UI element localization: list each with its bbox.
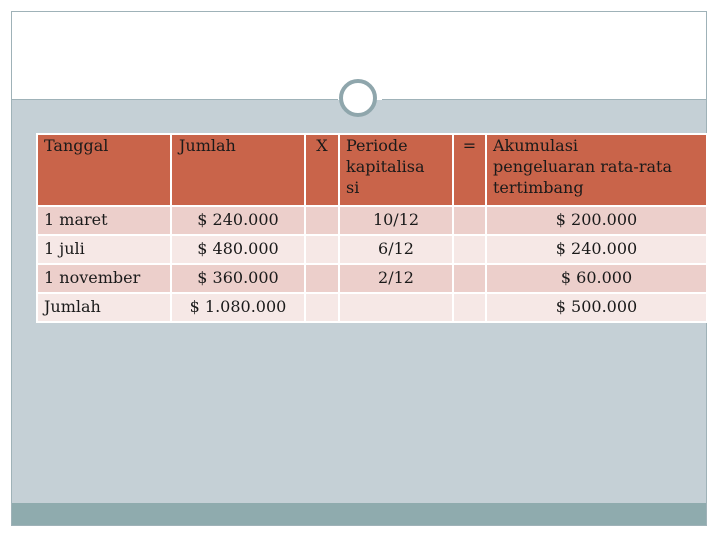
cell-multiply	[305, 235, 339, 264]
header-periode	[339, 134, 453, 206]
header-periode-line-2: kapitalisa	[346, 157, 425, 176]
header-equals: =	[453, 134, 486, 206]
header-akumulasi-line-1: Akumulasi	[493, 136, 579, 155]
cell-akumulasi: $ 60.000	[486, 264, 707, 293]
header-akumulasi	[486, 134, 707, 206]
cell-akumulasi: $ 240.000	[486, 235, 707, 264]
table-header-row	[37, 134, 707, 206]
header-jumlah	[171, 134, 305, 206]
header-akumulasi-line-3: tertimbang	[493, 178, 584, 197]
cell-equals	[453, 264, 486, 293]
cell-multiply	[305, 264, 339, 293]
capitalization-table	[36, 133, 708, 323]
footer-bar	[12, 503, 706, 525]
header-multiply: X	[305, 134, 339, 206]
title-divider-right	[382, 99, 706, 100]
table-row	[37, 235, 707, 264]
cell-tanggal: 1 november	[37, 264, 171, 293]
cell-akumulasi: $ 500.000	[486, 293, 707, 322]
header-jumlah-label: Jumlah	[179, 136, 236, 155]
table-row	[37, 206, 707, 235]
header-periode-line-1: Periode	[346, 136, 408, 155]
header-tanggal: Tanggal	[37, 134, 171, 206]
cell-periode: 10/12	[339, 206, 453, 235]
cell-tanggal: 1 maret	[37, 206, 171, 235]
cell-akumulasi: $ 200.000	[486, 206, 707, 235]
cell-jumlah: $ 1.080.000	[171, 293, 305, 322]
cell-equals	[453, 206, 486, 235]
cell-tanggal: Jumlah	[37, 293, 171, 322]
header-periode-line-3: si	[346, 178, 360, 197]
cell-periode: 2/12	[339, 264, 453, 293]
circle-ornament-center	[346, 86, 370, 110]
cell-periode: 6/12	[339, 235, 453, 264]
cell-multiply	[305, 206, 339, 235]
cell-equals	[453, 293, 486, 322]
cell-multiply	[305, 293, 339, 322]
table-row-total	[37, 293, 707, 322]
title-divider-left	[12, 99, 338, 100]
cell-jumlah: $ 240.000	[171, 206, 305, 235]
header-akumulasi-line-2: pengeluaran rata-rata	[493, 157, 672, 176]
cell-tanggal: 1 juli	[37, 235, 171, 264]
cell-periode	[339, 293, 453, 322]
cell-jumlah: $ 480.000	[171, 235, 305, 264]
cell-jumlah: $ 360.000	[171, 264, 305, 293]
cell-equals	[453, 235, 486, 264]
table-row	[37, 264, 707, 293]
